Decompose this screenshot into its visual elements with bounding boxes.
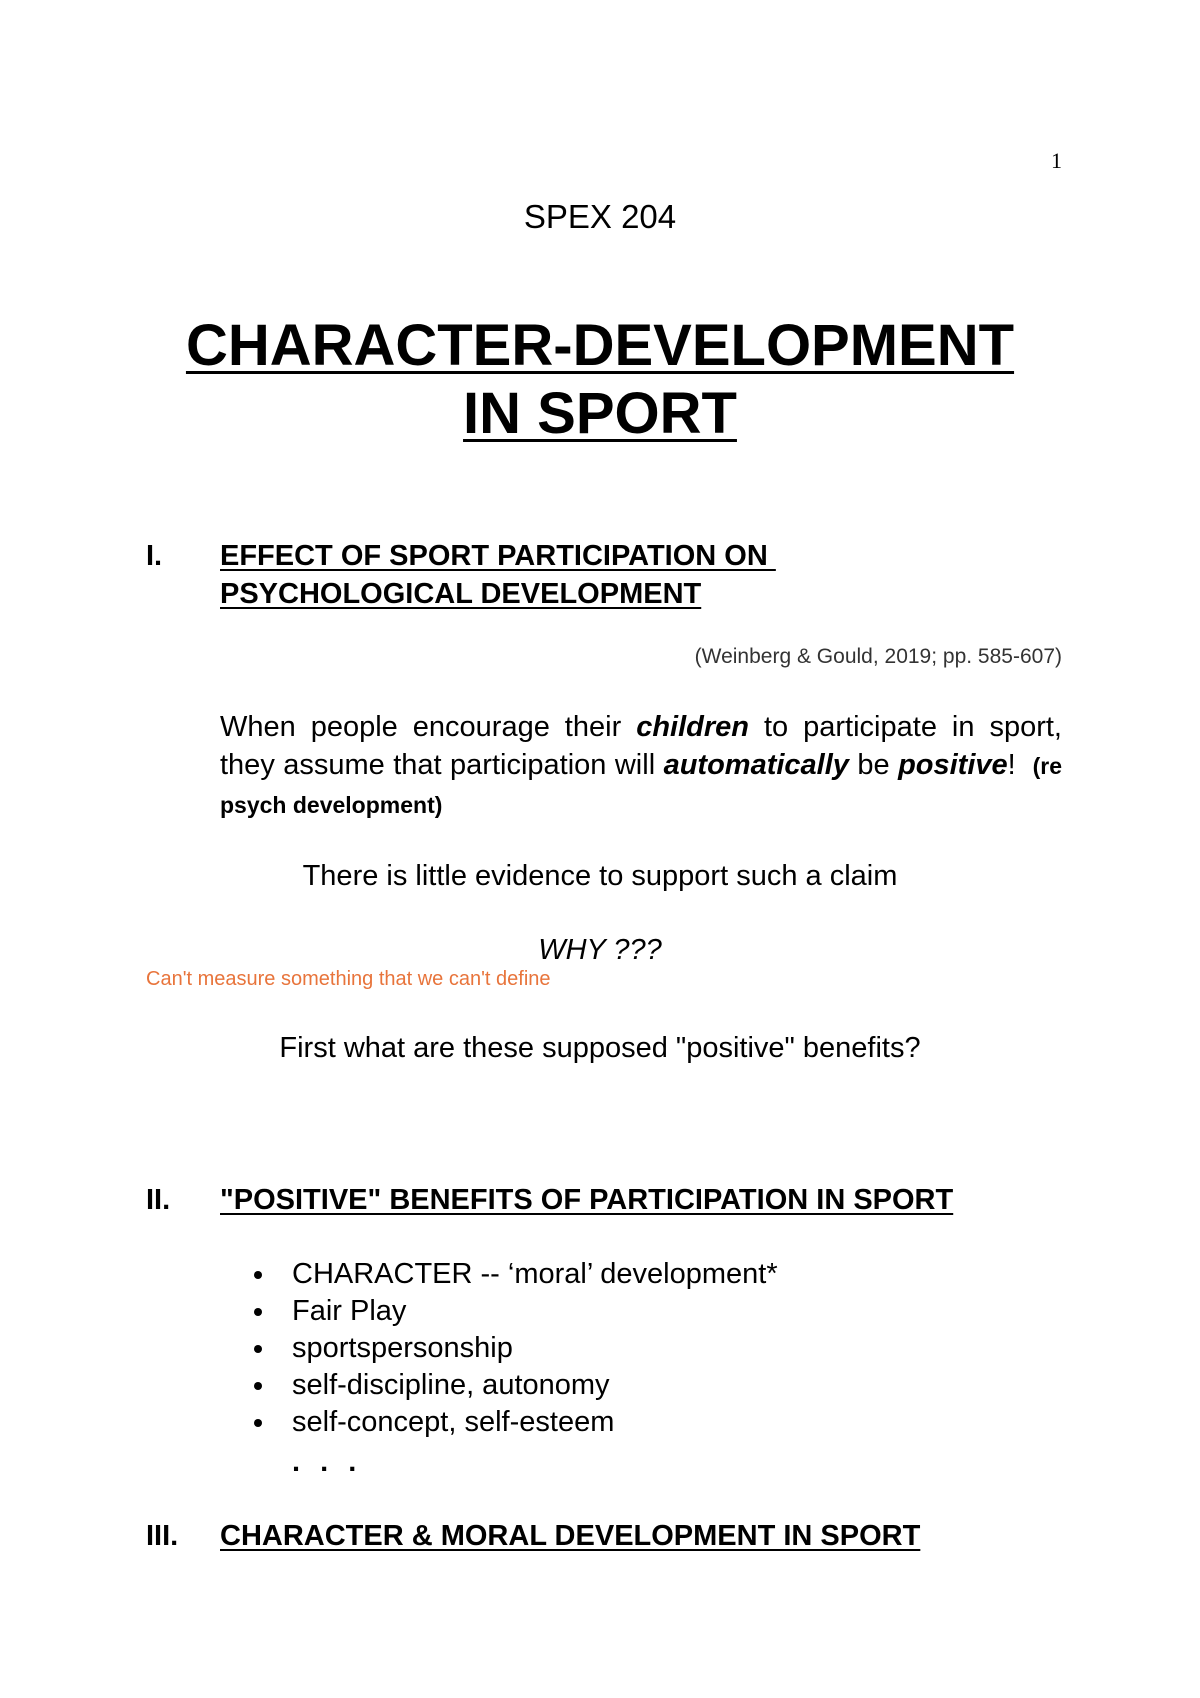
course-code: SPEX 204 bbox=[523, 198, 677, 235]
list-item-text: self-discipline, autonomy bbox=[292, 1369, 610, 1401]
citation: (Weinberg & Gould, 2019; pp. 585-607) bbox=[694, 645, 1062, 668]
benefits-question: First what are these supposed "positive" benefits? bbox=[279, 1032, 921, 1064]
list-item-text: sportspersonship bbox=[292, 1332, 513, 1364]
list-item-text: Fair Play bbox=[292, 1295, 407, 1327]
list-item-text: self-concept, self-esteem bbox=[292, 1406, 615, 1438]
section-1-heading-line-1: EFFECT OF SPORT PARTICIPATION ON bbox=[220, 540, 776, 572]
section-2-number: II. bbox=[146, 1184, 171, 1216]
para-note: (re psych development) bbox=[220, 753, 1063, 818]
bullet-icon bbox=[254, 1345, 262, 1353]
bullet-icon bbox=[254, 1419, 262, 1427]
evidence-statement: There is little evidence to support such a claim bbox=[302, 860, 898, 892]
para-text-2: to participate in sport, they assume that participation will bbox=[220, 711, 1062, 781]
document-title-line-2: IN SPORT bbox=[463, 381, 737, 446]
benefits-list bbox=[250, 1256, 778, 1441]
para-text-3: be bbox=[848, 749, 899, 781]
handwritten-annotation: Can't measure something that we can't define bbox=[146, 968, 551, 990]
para-emphasis-positive: positive bbox=[898, 749, 1008, 781]
list-item bbox=[250, 1293, 778, 1330]
section-2-heading: "POSITIVE" BENEFITS OF PARTICIPATION IN SPORT bbox=[220, 1184, 954, 1216]
list-item bbox=[250, 1367, 778, 1404]
list-item bbox=[250, 1330, 778, 1367]
section-1-heading-line-2: PSYCHOLOGICAL DEVELOPMENT bbox=[220, 578, 702, 610]
intro-paragraph bbox=[220, 708, 1062, 824]
para-text-1: When people encourage their bbox=[220, 711, 637, 743]
bullet-icon bbox=[254, 1271, 262, 1279]
para-emphasis-children: children bbox=[636, 711, 750, 743]
para-emphasis-automatically: automatically bbox=[663, 749, 849, 781]
list-item-text: CHARACTER -- ‘moral’ development* bbox=[292, 1258, 778, 1290]
section-3-heading: CHARACTER & MORAL DEVELOPMENT IN SPORT bbox=[220, 1520, 921, 1552]
para-text-4: ! bbox=[1007, 749, 1033, 781]
list-ellipsis: . . . bbox=[292, 1446, 363, 1478]
section-3-number: III. bbox=[146, 1520, 179, 1552]
list-item bbox=[250, 1404, 778, 1441]
page-number: 1 bbox=[1051, 148, 1062, 173]
document-title-line-1: CHARACTER-DEVELOPMENT bbox=[185, 313, 1015, 378]
list-item bbox=[250, 1256, 778, 1293]
section-1-number: I. bbox=[146, 540, 163, 572]
why-question: WHY ??? bbox=[538, 934, 662, 966]
bullet-icon bbox=[254, 1382, 262, 1390]
bullet-icon bbox=[254, 1308, 262, 1316]
